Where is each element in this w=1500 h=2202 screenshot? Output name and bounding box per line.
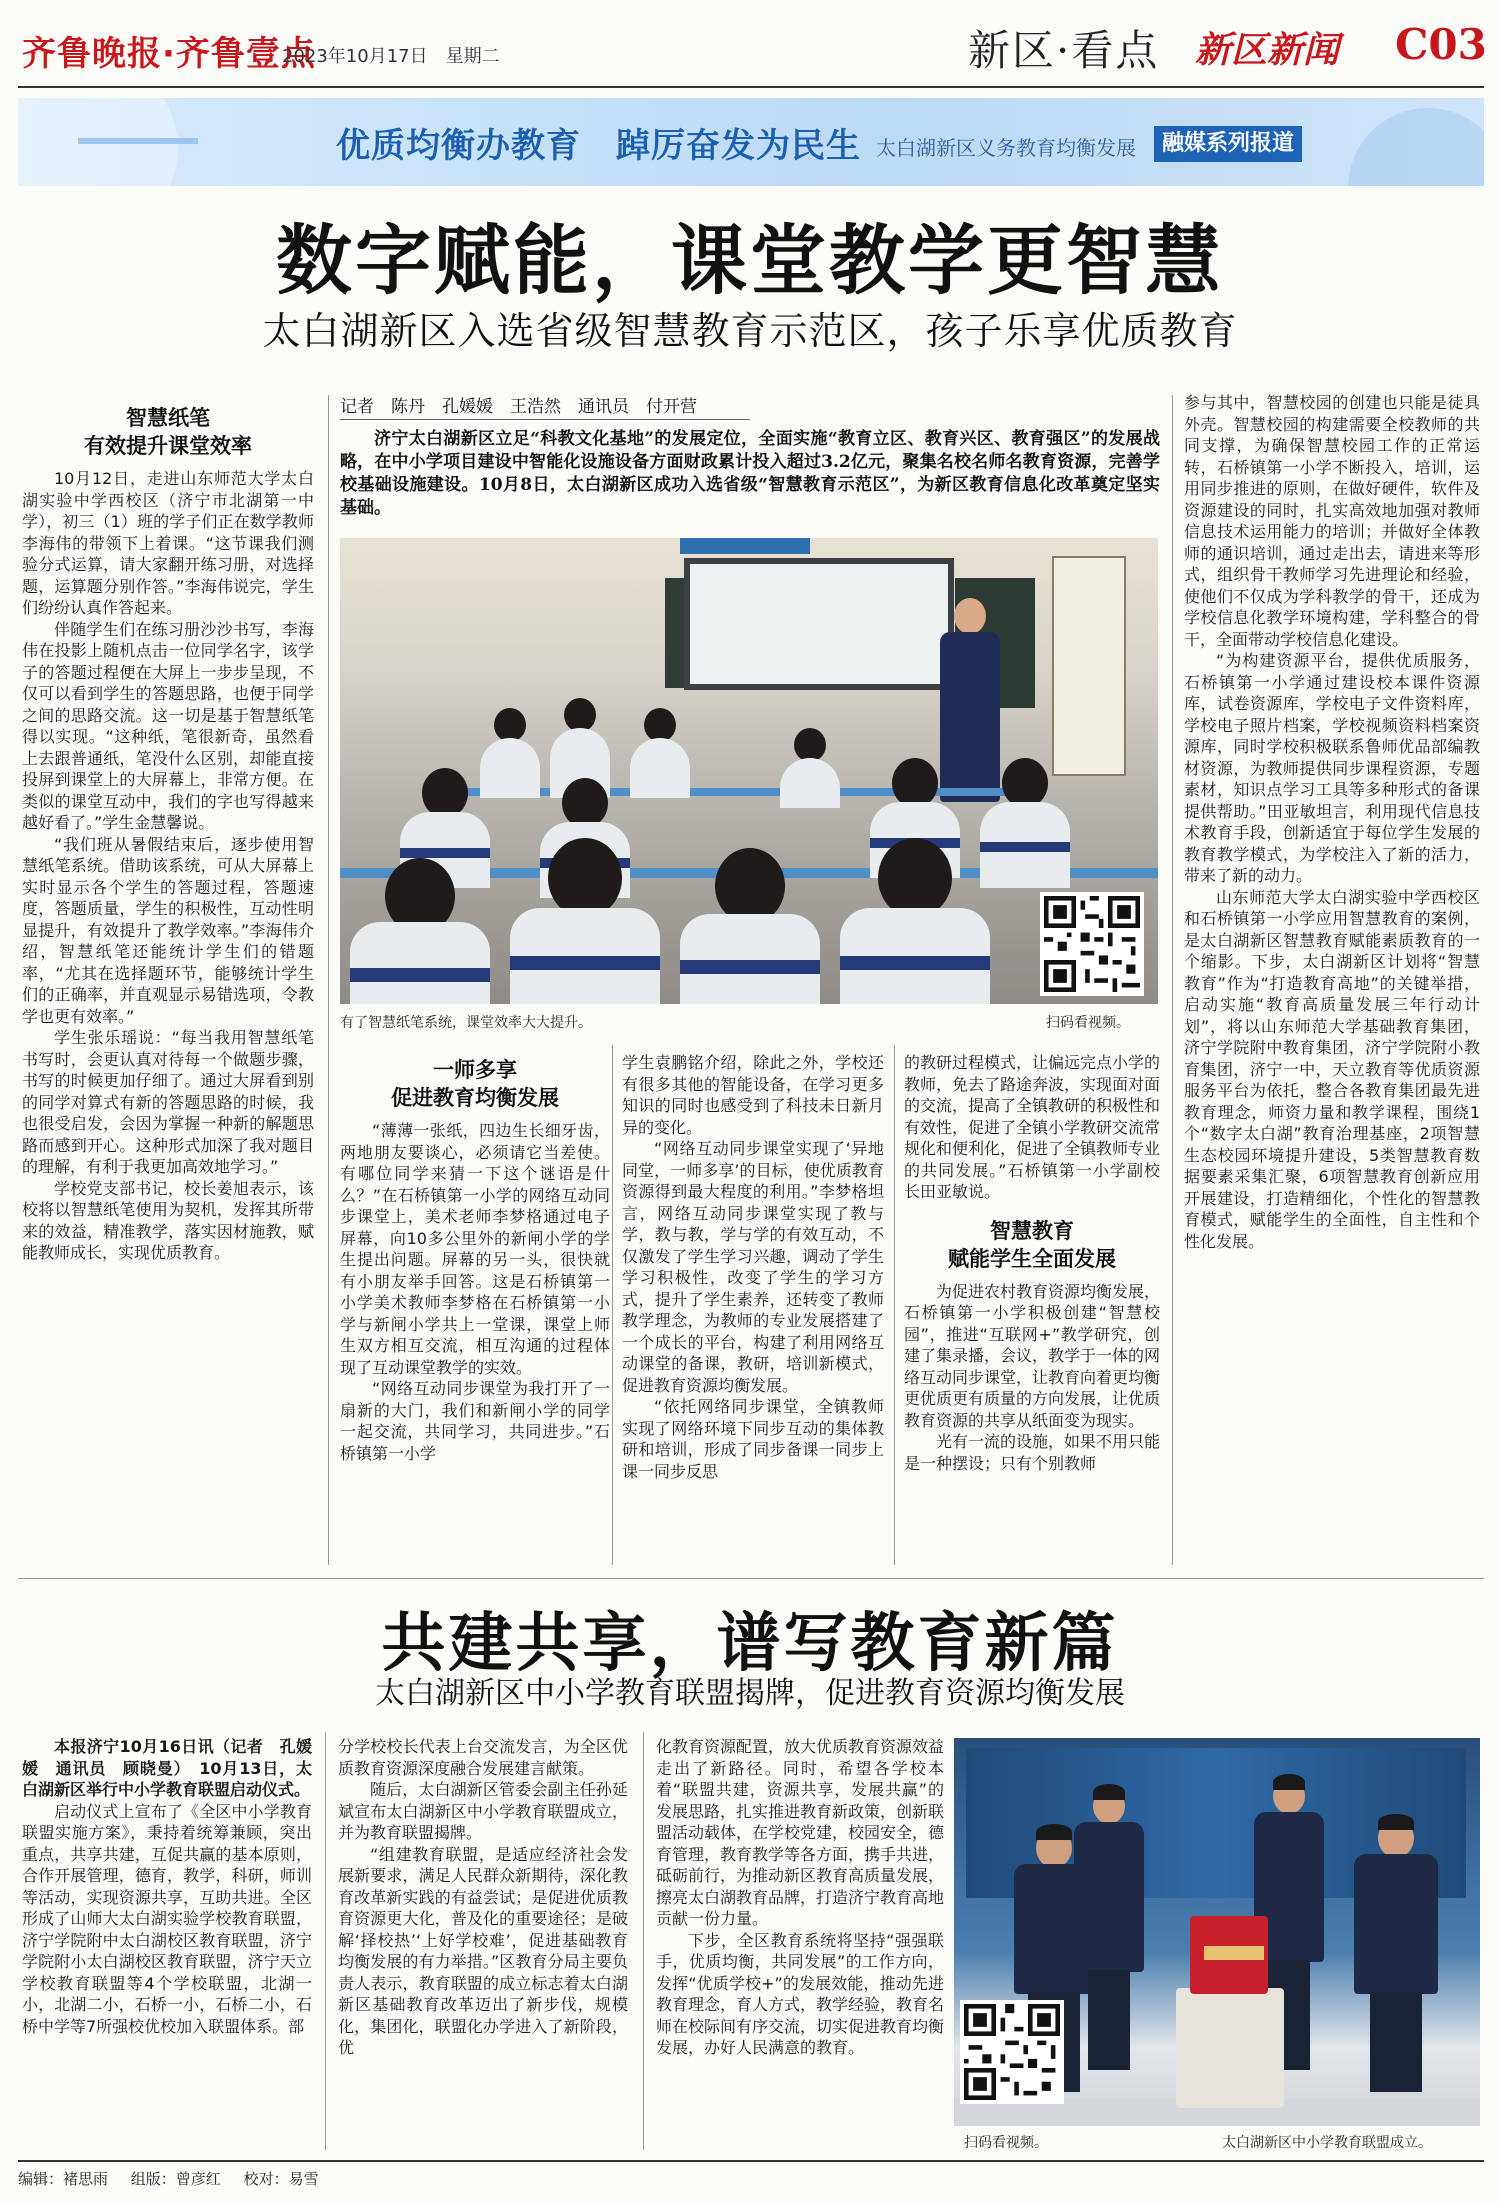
calligraphy-scroll — [1052, 556, 1126, 776]
column2-subhead: 一师多享 促进教育均衡发展 — [391, 1057, 559, 1110]
series-banner — [18, 98, 1484, 186]
banner-tag: 融媒系列报道 — [1154, 126, 1302, 162]
brand-left: 齐鲁晚报 — [22, 34, 162, 74]
article1-title: 数字赋能，课堂教学更智慧 — [276, 216, 1224, 305]
ceremony-photo-caption: 太白湖新区中小学教育联盟成立。 — [1222, 2135, 1432, 2151]
brand-right: 齐鲁壹点 — [175, 34, 316, 74]
qr-caption: 扫码看视频。 — [964, 2135, 1048, 2151]
paragraph: 启动仪式上宣布了《全区中小学教育联盟实施方案》，秉持着统筹兼顾，突出重点，共享共建，互促共赢的基本原则，合作开展管理，德育，教学，科研，师训等活动，实现资源共享，互助共进。全区形成了山师大太白湖实验学校教育联盟，济宁学院附中太白湖校区教育联盟，济宁学院附小太白湖校区教育联盟，济宁天立学校教育联盟等4个学校联盟，北湖一小，北湖二小，石桥一小，石桥二小，石桥中学等7所强校优校加入联盟体系。部 — [22, 1801, 312, 2036]
article1-column-5 — [1184, 392, 1480, 1567]
section-brand-logo: 新区新闻 — [1195, 29, 1340, 71]
paragraph: “我们班从暑假结束后，逐步使用智慧纸笔系统。借助该系统，可从大屏幕上实时显示各个学生的答题过程，答题速度，答题质量，学生的积极性，互动性明显提升，有效提升了教学效率。”李海伟介绍，智慧纸笔还能统计学生们的错题率，“尤其在选择题环节，能够统计学生们的正确率，并直观显示易错选项，令教学也更有效率。” — [22, 834, 314, 1026]
article2-column-3 — [656, 1736, 944, 2146]
article2-column-2 — [338, 1736, 628, 2146]
paragraph: 的教研过程模式，让偏远完点小学的教师，免去了路途奔波，实现面对面的交流，提高了全镇教研的积极性和有效性，促进了全镇小学教研交流常规化和便利化，促进了全镇教师专业的共同发展。”石桥镇第一小学副校长田亚敏说。 — [904, 1053, 1160, 1201]
brand-separator: · — [162, 34, 176, 74]
paragraph: 10月12日，走进山东师范大学太白湖实验中学西校区（济宁市北湖第一中学），初三（1）班的学子们正在数学教师李海伟的带领下上着课。“这节课我们测验分式运算，请大家翻开练习册，对选择题，运算题分别作答。”李海伟说完，学生们纷纷认真作答起来。 — [22, 469, 314, 617]
paragraph: “网络互动同步课堂实现了‘异地同堂，一师多享’的目标，使优质教育资源得到最大程度的利用。”李梦格坦言，网络互动同步课堂实现了教与学，教与教，学与学的有效互动，不仅激发了学生学习兴趣，调动了学生学习积极性，改变了学生的学习方式，提升了学生素养，还转变了教师教学理念，为教师的专业发展搭建了一个成长的平台，构建了利用网络互动课堂的备课，教研，培训新模式，促进教育资源均衡发展。 — [622, 1139, 884, 1395]
qr-code[interactable] — [1040, 892, 1144, 996]
banner-decoration — [78, 138, 198, 144]
paragraph: 学生袁鹏铭介绍，除此之外，学校还有很多其他的智能设备，在学习更多知识的同时也感受到了科技未日新月异的变化。 — [622, 1053, 884, 1137]
paragraph: “薄薄一张纸，四边生长细牙齿，两地朋友要谈心，必须请它当差使。有哪位同学来猜一下这个谜语是什么？”在石桥镇第一小学的网络互动同步课堂上，美术老师李梦格通过电子屏幕，向10多公里外的新闸小学的学生提出问题。屏幕的另一头，很快就有小朋友举手回答。这是石桥镇第一小学美术教师李梦格在石桥镇第一小学与新闸小学共上一堂课，课堂上师生双方相互交流，相互沟通的过程体现了互动课堂教学的实效。 — [340, 1121, 610, 1377]
dateline-paragraph: 本报济宁10月16日讯（记者 孔媛媛 通讯员 顾晓曼） 10月13日，太白湖新区举行中小学教育联盟启动仪式。 — [22, 1737, 312, 1799]
classroom-photo — [340, 538, 1158, 1004]
column1-subhead: 智慧纸笔 有效提升课堂效率 — [84, 405, 252, 458]
paragraph: “依托网络同步课堂，全镇教师实现了网络环境下同步互动的集体教研和培训，形成了同步备课一同步上课一同步反思 — [622, 1397, 884, 1481]
student-figure — [980, 758, 1070, 888]
paragraph: “组建教育联盟，是适应经济社会发展新要求，满足人民群众新期待，深化教育改革新实践的有益尝试；是促进优质教育资源更大化，普及化的重要途径；是破解‘择校热’‘上好学校难’，促进基础教育均衡发展的有力举措。”区教育分局主要负责人表示，教育联盟的成立标志着太白湖新区基础教育改革迈出了新步伐，规模化，集团化，联盟化办学进入了新阶段，优 — [338, 1844, 628, 2057]
article2-column-1 — [22, 1736, 312, 2146]
plaque-stand — [1176, 1988, 1284, 2108]
page-number: C03 — [1395, 20, 1487, 69]
student-figure — [350, 858, 490, 1004]
article1-subtitle: 太白湖新区入选省级智慧教育示范区，孩子乐享优质教育 — [262, 309, 1238, 353]
paragraph: 化教育资源配置，放大优质教育资源效益走出了新路径。同时，希望各学校本着“联盟共建，资源共享，发展共赢”的发展思路，扎实推进教育新政策，创新联盟活动载体，在学校党建，校园安全，德育管理，教育教学等各方面，携手共进，砥砺前行，为推动新区教育高质量发展，擦亮太白湖教育品牌，打造济宁教育高地贡献一份力量。 — [656, 1737, 944, 1928]
paragraph: 为促进农村教育资源均衡发展，石桥镇第一小学积极创建“智慧校园”，推进“互联网+”教学研究，创建了集录播，会议，教学于一体的网络互动同步课堂，让教育向着更均衡更优质更有质量的方向发展，让优质教育资源的共享从纸面变为现实。 — [904, 1281, 1160, 1430]
section-name: 新区·看点 — [968, 26, 1160, 75]
article1-column-2 — [340, 1052, 610, 1567]
qr-code[interactable] — [960, 2000, 1064, 2104]
banner-subtitle: 太白湖新区义务教育均衡发展 — [876, 136, 1136, 160]
classroom-photo-caption: 有了智慧纸笔系统，课堂效率大大提升。 — [340, 1015, 592, 1031]
paragraph: “网络互动同步课堂为我打开了一扇新的大门，我们和新闸小学的同学一起交流，共同学习，共同进步。”石桥镇第一小学 — [340, 1379, 610, 1463]
column-divider — [1172, 395, 1173, 1565]
column-divider — [328, 395, 329, 1565]
banner-decoration — [1348, 108, 1484, 186]
article1-column-1 — [22, 400, 314, 1560]
plaque-inscription — [1204, 1946, 1264, 1960]
newspaper-brand — [22, 26, 316, 75]
article2-subtitle: 太白湖新区中小学教育联盟揭牌，促进教育资源均衡发展 — [375, 1676, 1125, 1711]
article-divider — [18, 1578, 1484, 1579]
editor-credit: 编辑：褚思雨 — [18, 2170, 109, 2188]
smart-board — [684, 558, 954, 690]
article1-byline: 记者 陈丹 孔媛媛 王浩然 通讯员 付开营 — [340, 392, 750, 420]
column4-subhead: 智慧教育 赋能学生全面发展 — [948, 1217, 1116, 1271]
student-figure — [780, 728, 840, 808]
person-figure — [1074, 1788, 1144, 2078]
paragraph: 下步，全区教育系统将坚持“强强联手，优质均衡，共同发展”的工作方向，发挥“优质学校+”的发展效能，推动先进教育理念，育人方式，教学经验，教育名师在校际间有序交流，切实促进教育均衡发展，办好人民满意的教育。 — [656, 1930, 944, 2057]
column-divider — [643, 1732, 644, 2150]
banner-title: 优质均衡办教育 踔厉奋发为民生 — [336, 126, 861, 166]
column-divider — [894, 1045, 895, 1565]
column-divider — [325, 1732, 326, 2150]
article1-lead: 济宁太白湖新区立足“科教文化基地”的发展定位，全面实施“教育立区、教育兴区、教育强区”的发展战略，在中小学项目建设中智能化设施设备方面财政累计投入超过3.2亿元，聚集名校名师名教育资源，完善学校基础设施建设。10月8日，太白湖新区成功入选省级“智慧教育示范区”，为新区教育信息化改革奠定坚实基础。 — [340, 429, 1160, 518]
masthead — [0, 0, 1500, 95]
paragraph: 光有一流的设施，如果不用只能是一种摆设；只有个别教师 — [904, 1432, 1160, 1473]
layout-credit: 组版：曾彦红 — [130, 2170, 221, 2188]
paragraph: 参与其中，智慧校园的创建也只能是徒具外壳。智慧校园的构建需要全校教师的共同支撑，为确保智慧校园工作的正常运转，石桥镇第一小学不断投入，培训，运用同步推进的原则，在做好硬件，软件及资源建设的同时，扎实高效地加强对教师信息技术运用能力的培训；并做好全体教师的通识培训，通过走出去，请进来等形式，组织骨干教师学习先进理论和经验，使他们不仅成为学科教学的骨干，还成为学校信息化教学环境构建，学科整合的骨干，全面带动学校信息化建设。 — [1184, 393, 1480, 649]
column-divider — [612, 1045, 613, 1565]
article1-column-3 — [622, 1052, 884, 1567]
page-credits — [18, 2160, 1484, 2190]
qr-caption: 扫码看视频。 — [1046, 1015, 1130, 1031]
paragraph: 随后，太白湖新区管委会副主任孙延斌宣布太白湖新区中小学教育联盟成立，并为教育联盟揭牌。 — [338, 1780, 628, 1842]
paragraph: 分学校校长代表上台交流发言，为全区优质教育资源深度融合发展建言献策。 — [338, 1737, 628, 1778]
student-figure — [680, 848, 820, 1004]
paragraph: 伴随学生们在练习册沙沙书写，李海伟在投影上随机点击一位同学名字，该学子的答题过程便在大屏上一步步呈现，不仅可以看到学生的答题思路，也便于同学之间的思路交流。这一切是基于智慧纸笔得以实现。“这种纸，笔很新奇，虽然看上去跟普通纸，笔没什么区别，却能直接投屏到课堂上的大屏幕上，非常方便。在类似的课堂互动中，我们的字也写得越来越好看了。”学生金慧馨说。 — [22, 619, 314, 832]
issue-date: 2023年10月17日 星期二 — [282, 46, 500, 67]
paragraph: 山东师范大学太白湖实验中学西校区和石桥镇第一小学应用智慧教育的案例，是太白湖新区智慧教育赋能素质教育的一个缩影。下步，太白湖新区计划将“智慧教育”作为“打造教育高地”的关键举措，启动实施“教育高质量发展三年行动计划”，将以山东师范大学基础教育集团，济宁学院附中教育集团，济宁学院附小教育集团，济宁一中，天立教育等优质资源服务平台为依托，整合各教育集团最先进教育理念，师资力量和教学课程，围绕1个“数字太白湖”教育治理基座，2项智慧生态校园环境提升建设，5类智慧教育数据要素采集汇聚，6项智慧教育创新应用开展建设，打造精细化，个性化的智慧教育模式，赋能学生的全面性，自主性和个性化发展。 — [1184, 887, 1480, 1251]
masthead-rule — [18, 86, 1484, 88]
article1-column-4 — [904, 1052, 1160, 1567]
person-figure — [1354, 1818, 1438, 2098]
proofreader-credit: 校对：易雪 — [243, 2170, 319, 2188]
wall-sign — [680, 538, 810, 554]
student-figure — [840, 838, 990, 1004]
paragraph: 学生张乐瑶说：“每当我用智慧纸笔书写时，会更认真对待每一个做题步骤，书写的时候更加仔细了。通过大屏看到别的同学对算式有新的答题思路的时候，我也很受启发，会因为掌握一种新的解题思路而感到开心。这种形式加深了我对题目的理解，有利于我更加高效地学习。” — [22, 1028, 314, 1176]
paragraph: “为构建资源平台，提供优质服务，石桥镇第一小学通过建设校本课件资源库，试卷资源库，学校电子文件资料库，学校电子照片档案，学校视频资料档案资源库，同时学校积极联系鲁师优品部编教材资源，为教师提供同步课程资源，专题素材，知识点学习工具等多种形式的备课提供帮助。”田亚敏坦言，利用现代信息技术教育手段，创新适宜于每位学生发展的教育教学模式，为学校注入了新的活力，带来了新的动力。 — [1184, 651, 1480, 885]
article2-title: 共建共享，谱写教育新篇 — [381, 1606, 1119, 1681]
student-figure — [630, 708, 690, 798]
student-figure — [510, 838, 660, 1004]
paragraph: 学校党支部书记，校长姜旭表示，该校将以智慧纸笔使用为契机，发挥其所带来的效益，精准教学，落实因材施教，赋能教师成长，实现优质教育。 — [22, 1178, 314, 1262]
